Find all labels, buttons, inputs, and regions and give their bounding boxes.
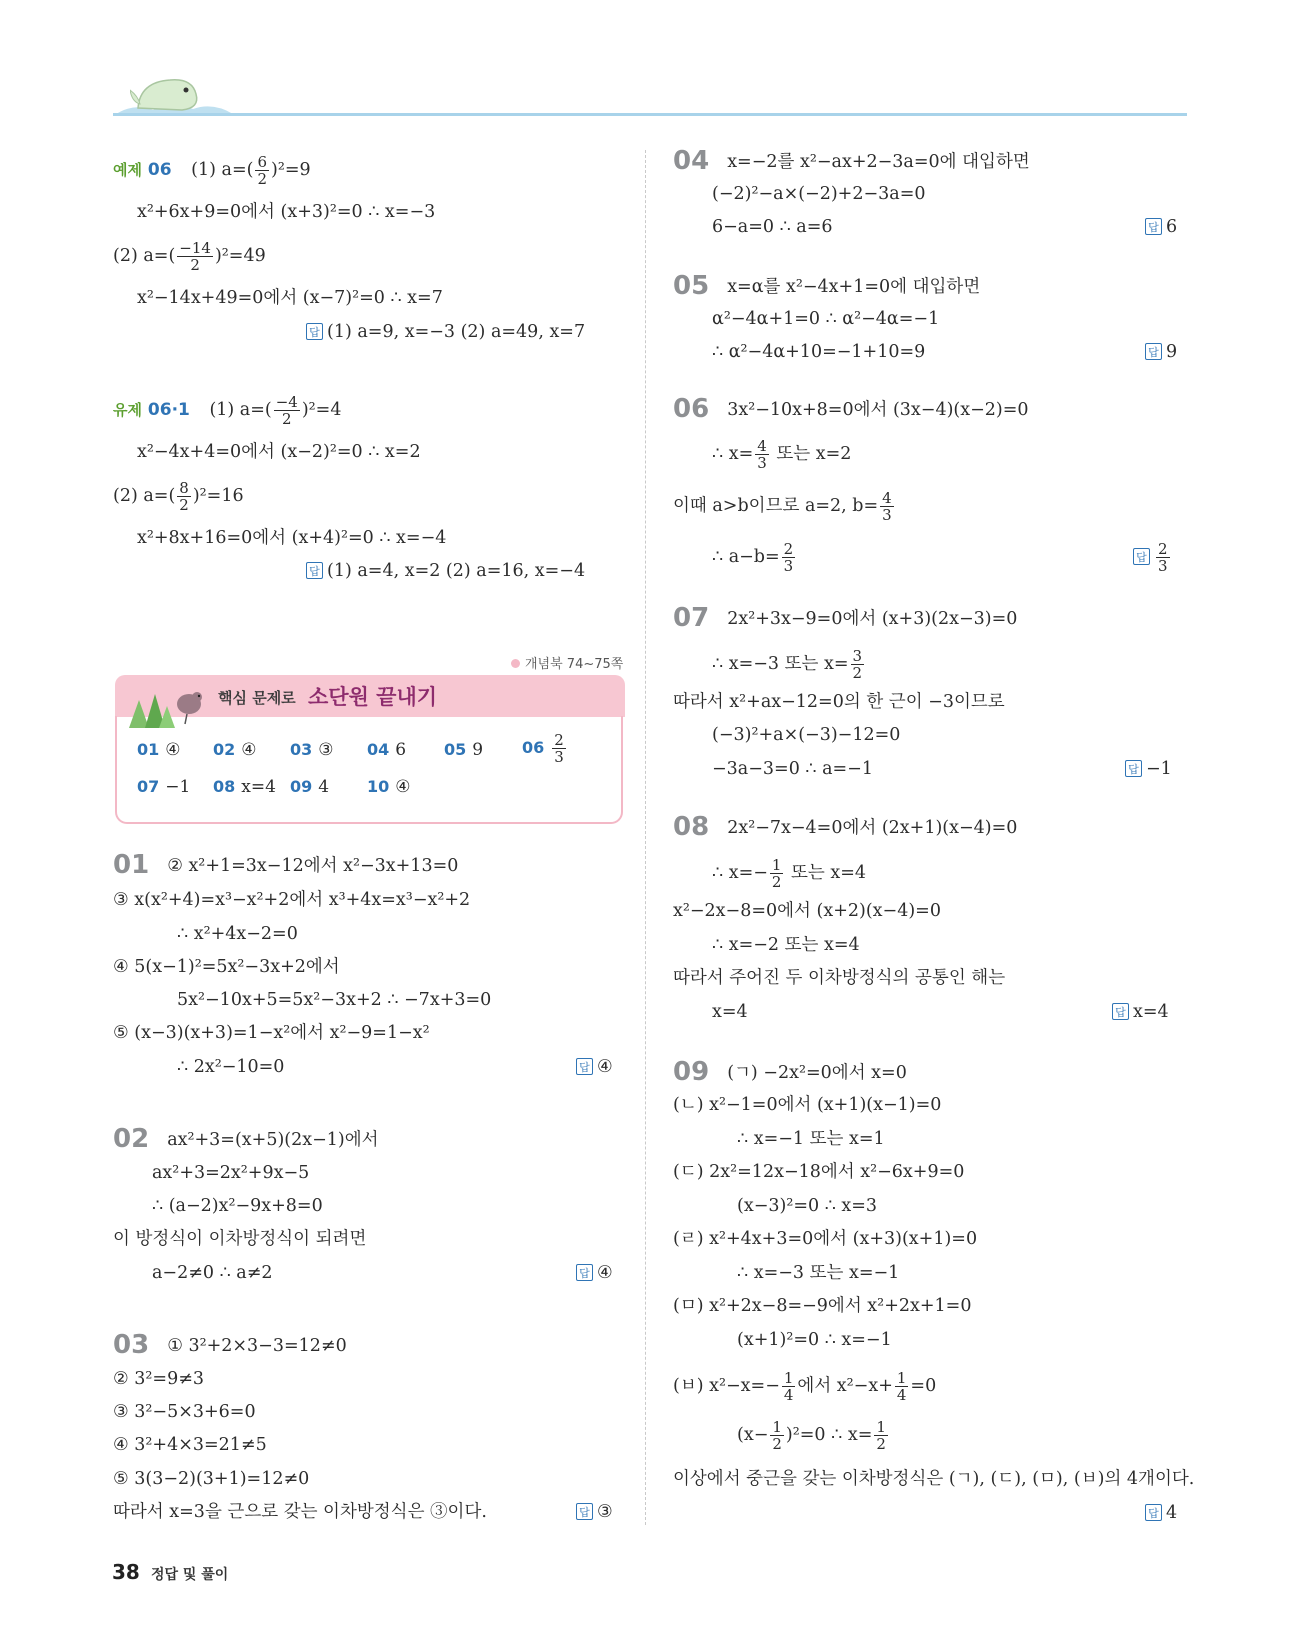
problem-06-answer: 답 $\frac{2}{3}$ xyxy=(1133,541,1172,574)
example-06-answer: 답 (1) a=9, x=−3 (2) a=49, x=7 xyxy=(306,320,585,344)
problem-01-line1: 01 ② x²+1=3x−12에서 x²−3x+13=0 xyxy=(113,850,459,880)
problem-04-answer: 답 6 xyxy=(1145,215,1177,239)
problem-08-line5: 따라서 주어진 두 이차방정식의 공통인 해는 xyxy=(673,968,1006,988)
quick-answer-10: 10 ④ xyxy=(367,777,411,797)
example-06-line1: 예제 06 (1) a=( $\frac{6}{2}$ )²=9 xyxy=(113,153,311,188)
problem-09-line3: ∴ x=−1 또는 x=1 xyxy=(737,1129,885,1149)
answer-icon: 답 xyxy=(1112,1003,1129,1020)
problem-09-line2: (ㄴ) x²−1=0에서 (x+1)(x−1)=0 xyxy=(673,1095,942,1115)
problem-03-line1: 03 ① 3²+2×3−3=12≠0 xyxy=(113,1330,347,1360)
problem-number: 01 xyxy=(113,850,150,880)
problem-09-line10: (ㅂ) x²−x=− $\frac{1}{4}$ 에서 x²−x+ $\frac{1}{4}$ =0 xyxy=(673,1369,937,1404)
example-06-line2: x²+6x+9=0에서 (x+3)²=0 ∴ x=−3 xyxy=(137,202,436,222)
fraction: $\frac{6}{2}$ xyxy=(257,153,267,188)
exercise-06-1-line4: x²+8x+16=0에서 (x+4)²=0 ∴ x=−4 xyxy=(137,528,447,548)
problem-number: 09 xyxy=(673,1057,710,1087)
problem-06-line3: 이때 a>b이므로 a=2, b= $\frac{4}{3}$ xyxy=(673,489,892,524)
problem-03-answer: 답 ③ xyxy=(576,1500,613,1524)
problem-09-line11: (x− $\frac{1}{2}$ )²=0 ∴ x= $\frac{1}{2}$ xyxy=(737,1418,886,1453)
fraction: $\frac{8}{2}$ xyxy=(179,479,189,514)
problem-03-line4: ④ 3²+4×3=21≠5 xyxy=(113,1435,267,1455)
problem-number: 06 xyxy=(673,394,710,424)
problem-07-line3: 따라서 x²+ax−12=0의 한 근이 −3이므로 xyxy=(673,692,1005,712)
problem-03-line2: ② 3²=9≠3 xyxy=(113,1369,204,1389)
problem-09-line1: 09 (ㄱ) −2x²=0에서 x=0 xyxy=(673,1057,907,1087)
problem-01-line3: ∴ x²+4x−2=0 xyxy=(177,924,298,944)
exercise-06-1-line1: 유제 06·1 (1) a=( $\frac{-4}{2}$ )²=4 xyxy=(113,393,342,428)
banner-title: 소단원 끝내기 xyxy=(308,685,438,709)
problem-03-line5: ⑤ 3(3−2)(3+1)=12≠0 xyxy=(113,1469,310,1489)
answer-icon: 답 xyxy=(306,562,323,579)
answer-icon: 답 xyxy=(1125,760,1142,777)
problem-02-line2: ax²+3=2x²+9x−5 xyxy=(152,1163,310,1183)
footer-label: 정답 및 풀이 xyxy=(150,1567,229,1583)
problem-number: 07 xyxy=(673,603,710,633)
example-06-line4: x²−14x+49=0에서 (x−7)²=0 ∴ x=7 xyxy=(137,288,443,308)
problem-02-answer: 답 ④ xyxy=(576,1261,613,1285)
problem-07-answer: 답 −1 xyxy=(1125,757,1172,781)
problem-number: 08 xyxy=(673,812,710,842)
page-number: 38 xyxy=(112,1560,140,1584)
problem-09-line12: 이상에서 중근을 갖는 이차방정식은 (ㄱ), (ㄷ), (ㅁ), (ㅂ)의 4개이다. xyxy=(673,1469,1195,1489)
answer-icon: 답 xyxy=(1133,548,1150,565)
problem-number: 03 xyxy=(113,1330,150,1360)
problem-08-line2: ∴ x=− $\frac{1}{2}$ 또는 x=4 xyxy=(712,856,867,891)
problem-number: 05 xyxy=(673,271,710,301)
concept-book-reference: 개념북 74~75쪽 xyxy=(511,653,623,672)
problem-01-line5: 5x²−10x+5=5x²−3x+2 ∴ −7x+3=0 xyxy=(177,990,492,1010)
problem-04-line3: 6−a=0 ∴ a=6 xyxy=(712,217,833,237)
problem-07-line4: (−3)²+a×(−3)−12=0 xyxy=(712,725,901,745)
fraction: $\frac{-14}{2}$ xyxy=(179,239,211,274)
quick-answer-02: 02 ④ xyxy=(213,740,257,760)
problem-08-answer: 답 x=4 xyxy=(1112,1000,1169,1024)
example-06-line3: (2) a=( $\frac{-14}{2}$ )²=49 xyxy=(113,239,266,274)
problem-05-answer: 답 9 xyxy=(1145,340,1177,364)
whale-icon xyxy=(130,68,210,114)
example-label: 예제 06 xyxy=(113,160,172,180)
problem-07-line1: 07 2x²+3x−9=0에서 (x+3)(2x−3)=0 xyxy=(673,603,1018,633)
quick-answer-03: 03 ③ xyxy=(290,740,334,760)
answer-icon: 답 xyxy=(1145,343,1162,360)
fraction: $\frac{-4}{2}$ xyxy=(275,393,298,428)
problem-05-line3: ∴ α²−4α+10=−1+10=9 xyxy=(712,342,926,362)
problem-03-line6: 따라서 x=3을 근으로 갖는 이차방정식은 ③이다. xyxy=(113,1502,487,1522)
answer-icon: 답 xyxy=(576,1503,593,1520)
problem-08-line4: ∴ x=−2 또는 x=4 xyxy=(712,935,860,955)
problem-09-line8: (ㅁ) x²+2x−8=−9에서 x²+2x+1=0 xyxy=(673,1296,972,1316)
problem-09-line4: (ㄷ) 2x²=12x−18에서 x²−6x+9=0 xyxy=(673,1162,965,1182)
quick-answer-08: 08 x=4 xyxy=(213,777,276,797)
page-footer xyxy=(112,1560,228,1584)
problem-01-line2: ③ x(x²+4)=x³−x²+2에서 x³+4x=x³−x²+2 xyxy=(113,890,471,910)
problem-05-line2: α²−4α+1=0 ∴ α²−4α=−1 xyxy=(712,309,940,329)
answer-icon: 답 xyxy=(306,323,323,340)
problem-08-line6: x=4 xyxy=(712,1002,748,1022)
banner-subtitle: 핵심 문제로 xyxy=(218,689,296,707)
quick-answer-04: 04 6 xyxy=(367,740,407,760)
problem-01-line7: ∴ 2x²−10=0 xyxy=(177,1057,285,1077)
quick-answer-09: 09 4 xyxy=(290,777,330,797)
problem-04-line2: (−2)²−a×(−2)+2−3a=0 xyxy=(712,184,926,204)
problem-03-line3: ③ 3²−5×3+6=0 xyxy=(113,1402,256,1422)
problem-02-line4: 이 방정식이 이차방정식이 되려면 xyxy=(113,1229,367,1249)
answer-icon: 답 xyxy=(1145,1504,1162,1521)
problem-09-answer: 답 4 xyxy=(1145,1501,1177,1525)
exercise-label: 유제 06·1 xyxy=(113,400,190,420)
quick-answer-06: 06 $\frac{2}{3}$ xyxy=(522,731,564,766)
problem-02-line3: ∴ (a−2)x²−9x+8=0 xyxy=(152,1196,323,1216)
problem-02-line1: 02 ax²+3=(x+5)(2x−1)에서 xyxy=(113,1124,379,1154)
problem-09-line9: (x+1)²=0 ∴ x=−1 xyxy=(737,1330,892,1350)
problem-01-line6: ⑤ (x−3)(x+3)=1−x²에서 x²−9=1−x² xyxy=(113,1023,430,1043)
problem-04-line1: 04 x=−2를 x²−ax+2−3a=0에 대입하면 xyxy=(673,146,1030,176)
problem-05-line1: 05 x=α를 x²−4x+1=0에 대입하면 xyxy=(673,271,981,301)
problem-01-answer: 답 ④ xyxy=(576,1055,613,1079)
problem-number: 04 xyxy=(673,146,710,176)
problem-06-line4: ∴ a−b= $\frac{2}{3}$ xyxy=(712,540,794,575)
quick-answer-01: 01 ④ xyxy=(137,740,181,760)
answer-icon: 답 xyxy=(576,1264,593,1281)
problem-02-line5: a−2≠0 ∴ a≠2 xyxy=(152,1263,273,1283)
problem-07-line5: −3a−3=0 ∴ a=−1 xyxy=(712,759,873,779)
problem-number: 02 xyxy=(113,1124,150,1154)
problem-06-line1: 06 3x²−10x+8=0에서 (3x−4)(x−2)=0 xyxy=(673,394,1029,424)
column-divider xyxy=(645,150,646,1525)
exercise-06-1-line2: x²−4x+4=0에서 (x−2)²=0 ∴ x=2 xyxy=(137,442,421,462)
problem-07-line2: ∴ x=−3 또는 x= $\frac{3}{2}$ xyxy=(712,647,863,682)
quick-answer-07: 07 −1 xyxy=(137,777,191,797)
answer-icon: 답 xyxy=(576,1058,593,1075)
problem-06-line2: ∴ x= $\frac{4}{3}$ 또는 x=2 xyxy=(712,437,852,472)
problem-08-line1: 08 2x²−7x−4=0에서 (2x+1)(x−4)=0 xyxy=(673,812,1018,842)
answer-icon: 답 xyxy=(1145,218,1162,235)
problem-09-line7: ∴ x=−3 또는 x=−1 xyxy=(737,1263,900,1283)
exercise-06-1-answer: 답 (1) a=4, x=2 (2) a=16, x=−4 xyxy=(306,559,585,583)
quick-answer-05: 05 9 xyxy=(444,740,484,760)
problem-08-line3: x²−2x−8=0에서 (x+2)(x−4)=0 xyxy=(673,901,941,921)
exercise-06-1-line3: (2) a=( $\frac{8}{2}$ )²=16 xyxy=(113,479,244,514)
header-line xyxy=(113,113,1187,116)
problem-09-line6: (ㄹ) x²+4x+3=0에서 (x+3)(x+1)=0 xyxy=(673,1229,978,1249)
problem-01-line4: ④ 5(x−1)²=5x²−3x+2에서 xyxy=(113,957,340,977)
problem-09-line5: (x−3)²=0 ∴ x=3 xyxy=(737,1196,878,1216)
